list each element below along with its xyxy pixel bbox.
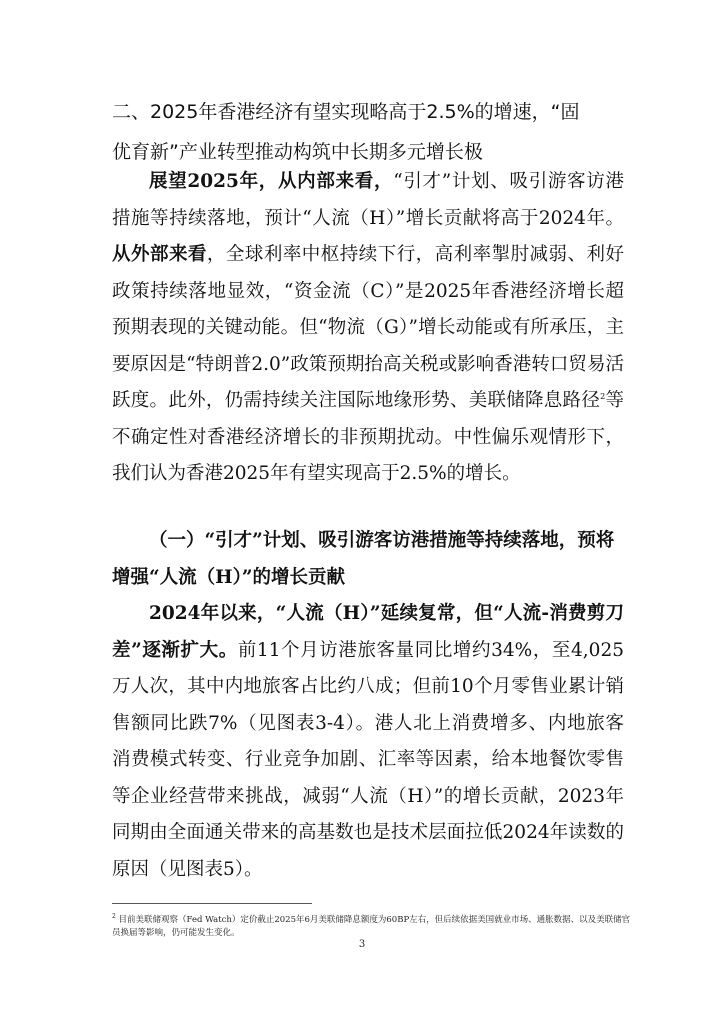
footnote-reference[interactable]: 2 <box>600 391 606 401</box>
paragraph-outlook-text-2: ，全球利率中枢持续下行，高利率掣肘减弱、利好政策持续落地显效，“资金流（C）”是2025年香港经济增长超预期表现的关键动能。但“物流（G）”增长动能或有所承压，主要原因是“特朗普2.0”政策预期抬高关税或影响香港转口贸易活跃度。此外，仍需持续关注国际地缘形势、美联储降息路径 <box>112 244 624 411</box>
footnote-number: 2 <box>112 913 116 920</box>
sub-heading: （一）“引才”计划、吸引游客访港措施等持续落地，预将增强“人流（H）”的增长贡献 <box>112 530 615 588</box>
footnote-divider <box>112 903 312 904</box>
paragraph-outlook-bold-external: 从外部来看 <box>112 244 207 265</box>
section-heading-line-2: 优育新”产业转型推动构筑中长期多元增长极 <box>112 141 483 163</box>
paragraph-outlook-bold-lead: 展望2025年，从内部来看， <box>149 171 394 192</box>
section-heading-line-1: 二、2025年香港经济有望实现略高于2.5%的增速，“固 <box>112 101 580 123</box>
paragraph-outlook <box>112 164 624 493</box>
paragraph-people-flow-bold-lead: 2024年以来，“人流（H）”延续复常，但“人流-消费剪刀差”逐渐扩大。 <box>112 603 624 661</box>
paragraph-outlook-text-3: 等不确定性对香港经济增长的非预期扰动。中性偏乐观情形下，我们认为香港2025年有望实现高于2.5%的增长。 <box>112 390 624 484</box>
footnote-text: 目前美联储观察（Fed Watch）定价截止2025年6月美联储降息额度为60BP左右，但后续依据美国就业市场、通胀数据、以及美联储官员换届等影响，仍可能发生变化。 <box>112 914 631 938</box>
section-heading <box>112 92 622 172</box>
page-number: 3 <box>358 939 366 950</box>
paragraph-outlook-text-1: “引才”计划、吸引游客访港措施等持续落地，预计“人流（H）”增长贡献将高于2024年。 <box>112 171 624 229</box>
paragraph-people-flow <box>112 596 624 888</box>
paragraph-people-flow-text: 前11个月访港旅客量同比增约34%，至4,025万人次，其中内地旅客占比约八成；但前10个月零售业累计销售额同比跌7%（见图表3-4）。港人北上消费增多、内地旅客消费模式转变、行业竞争加剧、汇率等因素，给本地餐饮零售等企业经营带来挑战，减弱“人流（H）”的增长贡献，2023年同期由全面通关带来的高基数也是技术层面拉低2024年读数的原因（见图表5）。 <box>112 639 624 880</box>
footnote <box>112 910 632 940</box>
